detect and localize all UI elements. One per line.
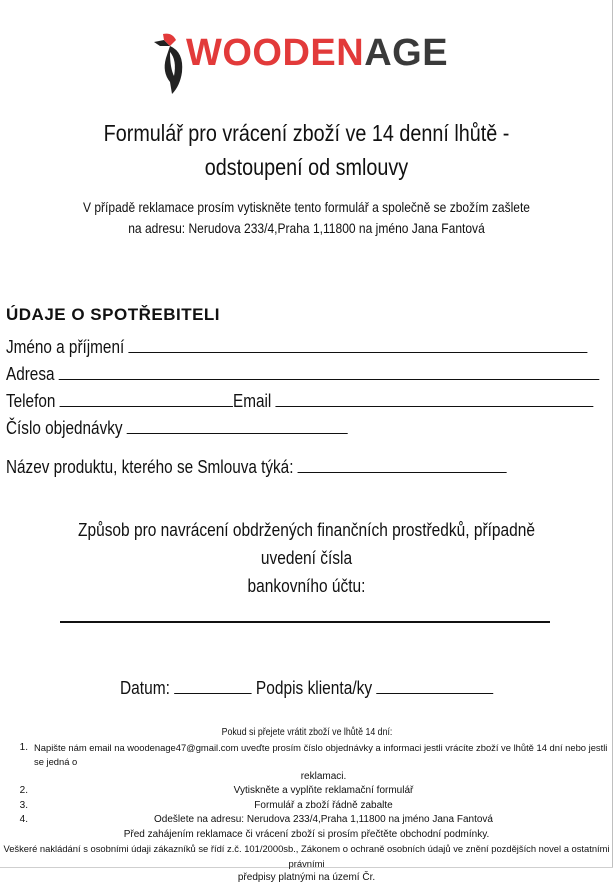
signature-label: Podpis klienta/ky	[255, 678, 373, 698]
footer-item-2	[0, 784, 613, 799]
company-logo	[150, 32, 470, 96]
footer-item-4	[0, 813, 613, 828]
phone-field-line[interactable]	[60, 390, 233, 407]
phone-label: Telefon	[6, 391, 56, 411]
intro-line-2: na adresu: Nerudova 233/4,Praha 1,11800 na jméno Jana Fantová	[128, 220, 485, 236]
instructions-footer	[0, 726, 613, 886]
footer-item-1-cont-text: reklamaci.	[300, 770, 347, 782]
footer-note-gdpr-cont: předpisy platnými na území Čr.	[237, 872, 376, 883]
date-field-line[interactable]	[174, 677, 251, 694]
date-label: Datum:	[120, 678, 170, 698]
date-signature-row	[120, 677, 493, 699]
section-heading: ÚDAJE O SPOTŘEBITELI	[6, 305, 221, 324]
signature-field-line[interactable]	[376, 677, 493, 694]
name-field-line[interactable]	[128, 336, 587, 353]
address-field-line[interactable]	[59, 363, 600, 380]
contact-field-row	[6, 390, 593, 412]
title-line-2: odstoupení od smlouvy	[204, 154, 409, 180]
title-line-1: Formulář pro vrácení zboží ve 14 denní lhůtě -	[103, 120, 510, 146]
footer-item-2-text: Vytiskněte a vyplňte reklamační formulář	[233, 785, 414, 796]
intro-text	[77, 197, 535, 239]
email-field-line[interactable]	[276, 390, 594, 407]
woodpecker-icon	[150, 32, 190, 96]
order-number-field-line[interactable]	[127, 417, 348, 434]
logo-text-dark: AGE	[364, 32, 449, 74]
refund-method-text	[52, 516, 562, 600]
footer-lead: Pokud si přejete vrátit zboží ve lhůtě 14 dní:	[221, 727, 392, 738]
email-label: Email	[233, 391, 272, 411]
order-number-label: Číslo objednávky	[6, 418, 123, 438]
footer-item-1-cont-num	[0, 770, 34, 785]
footer-item-4-num: 4.	[19, 814, 28, 825]
footer-item-1	[0, 741, 613, 770]
footer-item-2-num: 2.	[19, 785, 28, 796]
address-label: Adresa	[6, 364, 55, 384]
footer-item-1-cont	[0, 770, 613, 785]
product-field-row	[6, 456, 507, 478]
logo-text-red: WOODEN	[186, 32, 365, 74]
address-field-row	[6, 363, 599, 385]
product-field-line[interactable]	[298, 456, 507, 473]
footer-item-1-text: Napište nám email na woodenage47@gmail.com uveďte prosím číslo objednávky a informaci jestli vrácíte zboží ve lhůtě 14 dní nebo jestli se jedná o	[34, 741, 608, 767]
order-field-row	[6, 417, 348, 439]
bank-account-field-line[interactable]	[60, 621, 550, 623]
intro-line-1: V případě reklamace prosím vytiskněte tento formulář a společně se zbožím zašlete	[82, 199, 531, 215]
product-label: Název produktu, kterého se Smlouva týká:	[6, 457, 294, 477]
name-field-row	[6, 336, 587, 358]
footer-item-3	[0, 799, 613, 814]
refund-line-1: Způsob pro navrácení obdržených finančních prostředků, případně uvedení čísla	[78, 520, 535, 568]
refund-line-2: bankovního účtu:	[247, 576, 366, 596]
footer-note-gdpr: Veškeré nakládání s osobními údaji zákazníků se řídí z.č. 101/2000sb., Zákonem o ochraně osobních údajů ve znění pozdějších novel a ostatními právními	[3, 843, 610, 869]
footer-item-4-text: Odešlete na adresu: Nerudova 233/4,Praha 1,11800 na jméno Jana Fantová	[154, 814, 493, 825]
footer-item-3-text: Formulář a zboží řádně zabalte	[254, 799, 393, 811]
footer-note-terms: Před zahájením reklamace či vrácení zboží si prosím přečtěte obchodní podmínky.	[123, 828, 490, 840]
logo-wordmark	[186, 34, 448, 72]
footer-item-1-num: 1.	[19, 741, 28, 753]
name-label: Jméno a příjmení	[6, 337, 125, 357]
footer-item-3-num: 3.	[19, 799, 28, 811]
document-title	[77, 116, 535, 184]
